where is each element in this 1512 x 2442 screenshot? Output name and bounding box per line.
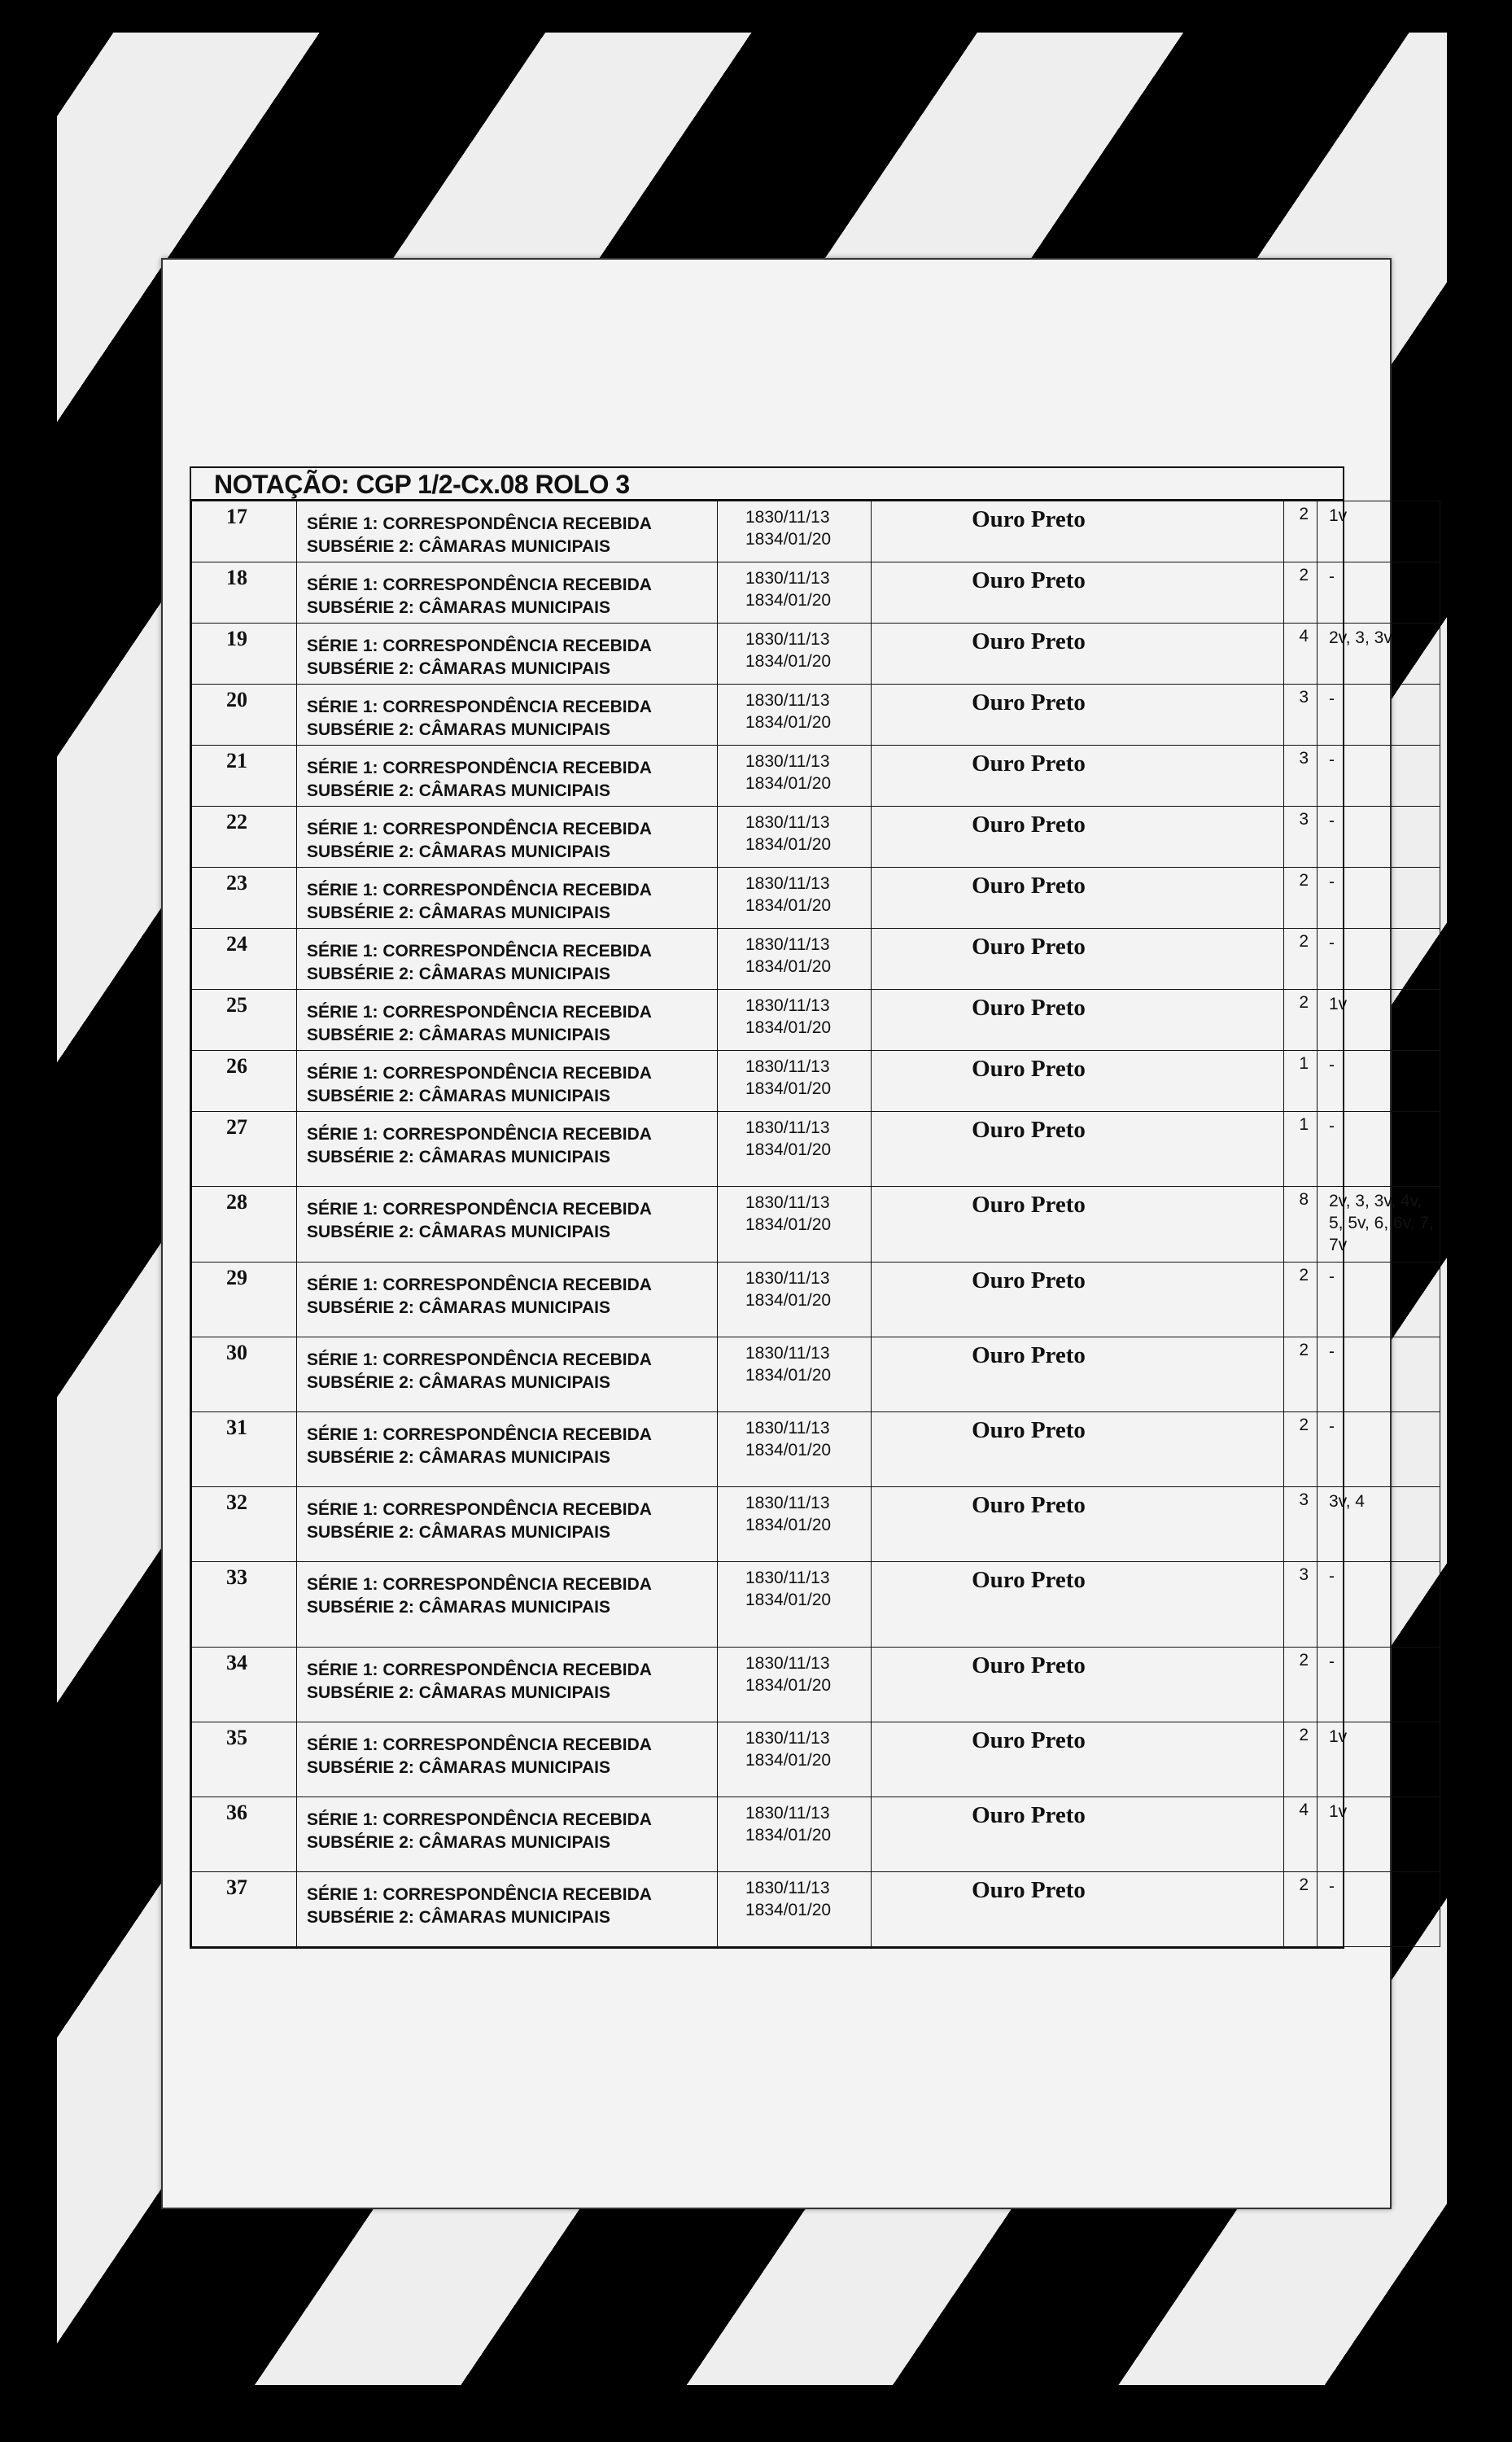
row-number: 25 (192, 990, 297, 1051)
table-row (192, 868, 1440, 929)
row-folios: - (1318, 562, 1440, 624)
date-start: 1830/11/13 (745, 1419, 830, 1438)
place-label: Ouro Preto (972, 1117, 1086, 1143)
row-count: 3 (1284, 685, 1318, 746)
serie-label: SÉRIE 1: CORRESPONDÊNCIA RECEBIDA (307, 1425, 652, 1444)
row-folios: - (1318, 746, 1440, 807)
row-place (872, 807, 1284, 868)
table-row (192, 990, 1440, 1051)
row-place (872, 1112, 1284, 1187)
date-end: 1834/01/20 (745, 1751, 832, 1770)
serie-label: SÉRIE 1: CORRESPONDÊNCIA RECEBIDA (307, 637, 652, 655)
row-description (297, 1872, 718, 1947)
date-start: 1830/11/13 (745, 1729, 830, 1748)
row-place (872, 1263, 1284, 1337)
subserie-label: SUBSÉRIE 2: CÂMARAS MUNICIPAIS (307, 1833, 610, 1852)
scan-border-left (0, 0, 57, 2442)
date-end: 1834/01/20 (745, 774, 832, 793)
row-folios: - (1318, 1412, 1440, 1487)
row-folios: - (1318, 1263, 1440, 1337)
serie-label: SÉRIE 1: CORRESPONDÊNCIA RECEBIDA (307, 1575, 652, 1594)
row-folios: - (1318, 1872, 1440, 1947)
table-row (192, 1562, 1440, 1648)
row-number: 31 (192, 1412, 297, 1487)
table-row (192, 1487, 1440, 1562)
row-number: 27 (192, 1112, 297, 1187)
row-description (297, 1051, 718, 1112)
row-folios: 1v (1318, 990, 1440, 1051)
row-place (872, 868, 1284, 929)
row-count: 3 (1284, 1487, 1318, 1562)
serie-label: SÉRIE 1: CORRESPONDÊNCIA RECEBIDA (307, 575, 652, 594)
row-count: 3 (1284, 807, 1318, 868)
date-end: 1834/01/20 (745, 1441, 832, 1460)
row-count: 8 (1284, 1187, 1318, 1263)
row-number: 34 (192, 1648, 297, 1722)
row-place (872, 685, 1284, 746)
row-place (872, 1412, 1284, 1487)
row-folios: - (1318, 1112, 1440, 1187)
place-label: Ouro Preto (972, 1727, 1086, 1753)
date-end: 1834/01/20 (745, 1215, 832, 1234)
row-place (872, 562, 1284, 624)
place-label: Ouro Preto (972, 934, 1086, 960)
row-count: 2 (1284, 1263, 1318, 1337)
serie-label: SÉRIE 1: CORRESPONDÊNCIA RECEBIDA (307, 1064, 652, 1083)
row-number: 23 (192, 868, 297, 929)
row-description (297, 990, 718, 1051)
row-description (297, 1187, 718, 1263)
row-folios: 1v (1318, 501, 1440, 562)
date-start: 1830/11/13 (745, 935, 830, 954)
row-number: 19 (192, 624, 297, 685)
row-folios: 1v (1318, 1797, 1440, 1872)
row-count: 2 (1284, 990, 1318, 1051)
date-end: 1834/01/20 (745, 591, 832, 610)
row-number: 32 (192, 1487, 297, 1562)
place-label: Ouro Preto (972, 506, 1086, 532)
serie-label: SÉRIE 1: CORRESPONDÊNCIA RECEBIDA (307, 1276, 652, 1294)
subserie-label: SUBSÉRIE 2: CÂMARAS MUNICIPAIS (307, 965, 610, 983)
table-row (192, 1187, 1440, 1263)
row-dates (718, 1487, 872, 1562)
row-dates (718, 501, 872, 562)
serie-label: SÉRIE 1: CORRESPONDÊNCIA RECEBIDA (307, 1350, 652, 1369)
subserie-label: SUBSÉRIE 2: CÂMARAS MUNICIPAIS (307, 904, 610, 922)
row-number: 28 (192, 1187, 297, 1263)
date-end: 1834/01/20 (745, 957, 832, 976)
row-dates (718, 562, 872, 624)
row-count: 2 (1284, 1722, 1318, 1797)
date-end: 1834/01/20 (745, 1516, 832, 1534)
subserie-label: SUBSÉRIE 2: CÂMARAS MUNICIPAIS (307, 1148, 610, 1166)
row-description (297, 746, 718, 807)
date-end: 1834/01/20 (745, 1018, 832, 1037)
date-start: 1830/11/13 (745, 996, 830, 1015)
row-place (872, 1722, 1284, 1797)
row-place (872, 624, 1284, 685)
place-label: Ouro Preto (972, 1802, 1086, 1828)
row-description (297, 1263, 718, 1337)
row-dates (718, 1412, 872, 1487)
table-row (192, 929, 1440, 990)
table-row (192, 1797, 1440, 1872)
row-folios: 1v (1318, 1722, 1440, 1797)
subserie-label: SUBSÉRIE 2: CÂMARAS MUNICIPAIS (307, 659, 610, 678)
row-number: 30 (192, 1337, 297, 1412)
row-count: 2 (1284, 1412, 1318, 1487)
table-row (192, 562, 1440, 624)
scan-border-right (1447, 0, 1512, 2442)
subserie-label: SUBSÉRIE 2: CÂMARAS MUNICIPAIS (307, 1223, 610, 1241)
row-count: 2 (1284, 1872, 1318, 1947)
date-end: 1834/01/20 (745, 1140, 832, 1159)
row-folios: 2v, 3, 3v, 4v, 5, 5v, 6, 6v, 7, 7v (1318, 1187, 1440, 1263)
serie-label: SÉRIE 1: CORRESPONDÊNCIA RECEBIDA (307, 942, 652, 961)
row-description (297, 1797, 718, 1872)
subserie-label: SUBSÉRIE 2: CÂMARAS MUNICIPAIS (307, 1298, 610, 1317)
row-number: 35 (192, 1722, 297, 1797)
row-place (872, 1337, 1284, 1412)
subserie-label: SUBSÉRIE 2: CÂMARAS MUNICIPAIS (307, 1683, 610, 1702)
table-row (192, 685, 1440, 746)
date-start: 1830/11/13 (745, 1269, 830, 1288)
date-end: 1834/01/20 (745, 652, 832, 671)
date-end: 1834/01/20 (745, 1291, 832, 1310)
row-dates (718, 1187, 872, 1263)
row-place (872, 501, 1284, 562)
serie-label: SÉRIE 1: CORRESPONDÊNCIA RECEBIDA (307, 1200, 652, 1219)
serie-label: SÉRIE 1: CORRESPONDÊNCIA RECEBIDA (307, 1003, 652, 1022)
row-dates (718, 1562, 872, 1648)
row-place (872, 1487, 1284, 1562)
row-number: 21 (192, 746, 297, 807)
serie-label: SÉRIE 1: CORRESPONDÊNCIA RECEBIDA (307, 1125, 652, 1144)
place-label: Ouro Preto (972, 689, 1086, 716)
table-row (192, 1337, 1440, 1412)
row-number: 33 (192, 1562, 297, 1648)
date-end: 1834/01/20 (745, 1591, 832, 1609)
date-end: 1834/01/20 (745, 530, 832, 549)
row-folios: 2v, 3, 3v (1318, 624, 1440, 685)
row-description (297, 1722, 718, 1797)
row-number: 18 (192, 562, 297, 624)
date-start: 1830/11/13 (745, 1879, 830, 1897)
row-dates (718, 1872, 872, 1947)
serie-label: SÉRIE 1: CORRESPONDÊNCIA RECEBIDA (307, 1661, 652, 1679)
row-place (872, 1187, 1284, 1263)
date-end: 1834/01/20 (745, 1676, 832, 1695)
date-end: 1834/01/20 (745, 1901, 832, 1919)
row-count: 2 (1284, 1648, 1318, 1722)
table-row (192, 1263, 1440, 1337)
row-count: 1 (1284, 1051, 1318, 1112)
date-start: 1830/11/13 (745, 508, 830, 527)
subserie-label: SUBSÉRIE 2: CÂMARAS MUNICIPAIS (307, 1758, 610, 1777)
row-count: 2 (1284, 562, 1318, 624)
row-description (297, 501, 718, 562)
serie-label: SÉRIE 1: CORRESPONDÊNCIA RECEBIDA (307, 514, 652, 533)
place-label: Ouro Preto (972, 1567, 1086, 1593)
date-end: 1834/01/20 (745, 896, 832, 915)
row-dates (718, 929, 872, 990)
date-start: 1830/11/13 (745, 813, 830, 832)
date-end: 1834/01/20 (745, 1826, 832, 1845)
rows-body (192, 501, 1440, 1947)
place-label: Ouro Preto (972, 751, 1086, 777)
subserie-label: SUBSÉRIE 2: CÂMARAS MUNICIPAIS (307, 1026, 610, 1044)
row-dates (718, 1263, 872, 1337)
row-number: 20 (192, 685, 297, 746)
place-label: Ouro Preto (972, 1417, 1086, 1443)
place-label: Ouro Preto (972, 567, 1086, 593)
row-dates (718, 1797, 872, 1872)
row-dates (718, 1051, 872, 1112)
row-dates (718, 1112, 872, 1187)
archive-inventory-table (190, 466, 1434, 1949)
row-place (872, 1797, 1284, 1872)
subserie-label: SUBSÉRIE 2: CÂMARAS MUNICIPAIS (307, 842, 610, 861)
table-row (192, 1112, 1440, 1187)
row-description (297, 685, 718, 746)
table-row (192, 807, 1440, 868)
row-place (872, 1872, 1284, 1947)
place-label: Ouro Preto (972, 1267, 1086, 1293)
row-folios: - (1318, 807, 1440, 868)
row-number: 36 (192, 1797, 297, 1872)
row-place (872, 990, 1284, 1051)
row-description (297, 1648, 718, 1722)
row-place (872, 746, 1284, 807)
date-start: 1830/11/13 (745, 1494, 830, 1512)
row-count: 4 (1284, 1797, 1318, 1872)
row-number: 24 (192, 929, 297, 990)
row-folios: - (1318, 1337, 1440, 1412)
row-folios: - (1318, 1051, 1440, 1112)
table-row (192, 624, 1440, 685)
table-row (192, 746, 1440, 807)
row-count: 1 (1284, 1112, 1318, 1187)
date-start: 1830/11/13 (745, 1804, 830, 1823)
subserie-label: SUBSÉRIE 2: CÂMARAS MUNICIPAIS (307, 781, 610, 800)
subserie-label: SUBSÉRIE 2: CÂMARAS MUNICIPAIS (307, 1908, 610, 1927)
place-label: Ouro Preto (972, 1492, 1086, 1518)
row-number: 37 (192, 1872, 297, 1947)
row-dates (718, 1648, 872, 1722)
row-description (297, 1337, 718, 1412)
place-label: Ouro Preto (972, 1192, 1086, 1218)
row-number: 26 (192, 1051, 297, 1112)
scan-border-bottom (0, 2385, 1512, 2442)
subserie-label: SUBSÉRIE 2: CÂMARAS MUNICIPAIS (307, 1448, 610, 1467)
table-row (192, 1648, 1440, 1722)
serie-label: SÉRIE 1: CORRESPONDÊNCIA RECEBIDA (307, 698, 652, 716)
row-folios: - (1318, 929, 1440, 990)
date-start: 1830/11/13 (745, 630, 830, 649)
row-folios: - (1318, 1648, 1440, 1722)
date-start: 1830/11/13 (745, 874, 830, 893)
date-end: 1834/01/20 (745, 1079, 832, 1098)
row-description (297, 929, 718, 990)
place-label: Ouro Preto (972, 1877, 1086, 1903)
row-count: 3 (1284, 1562, 1318, 1648)
subserie-label: SUBSÉRIE 2: CÂMARAS MUNICIPAIS (307, 1598, 610, 1617)
row-number: 29 (192, 1263, 297, 1337)
subserie-label: SUBSÉRIE 2: CÂMARAS MUNICIPAIS (307, 1523, 610, 1542)
row-description (297, 868, 718, 929)
place-label: Ouro Preto (972, 628, 1086, 654)
row-description (297, 1562, 718, 1648)
row-description (297, 624, 718, 685)
date-start: 1830/11/13 (745, 1569, 830, 1587)
date-start: 1830/11/13 (745, 752, 830, 771)
date-start: 1830/11/13 (745, 569, 830, 588)
notation-header: NOTAÇÃO: CGP 1/2-Cx.08 ROLO 3 (191, 468, 1343, 501)
row-count: 2 (1284, 1337, 1318, 1412)
row-description (297, 1487, 718, 1562)
date-start: 1830/11/13 (745, 1057, 830, 1076)
date-start: 1830/11/13 (745, 1193, 830, 1212)
row-number: 17 (192, 501, 297, 562)
place-label: Ouro Preto (972, 995, 1086, 1021)
row-count: 2 (1284, 501, 1318, 562)
table-row (192, 501, 1440, 562)
row-folios: - (1318, 1562, 1440, 1648)
row-count: 4 (1284, 624, 1318, 685)
row-folios: - (1318, 868, 1440, 929)
inventory-rows (191, 501, 1440, 1947)
date-end: 1834/01/20 (745, 835, 832, 854)
subserie-label: SUBSÉRIE 2: CÂMARAS MUNICIPAIS (307, 598, 610, 617)
place-label: Ouro Preto (972, 1652, 1086, 1678)
subserie-label: SUBSÉRIE 2: CÂMARAS MUNICIPAIS (307, 720, 610, 739)
row-folios: 3v, 4 (1318, 1487, 1440, 1562)
place-label: Ouro Preto (972, 1342, 1086, 1368)
date-start: 1830/11/13 (745, 1118, 830, 1137)
serie-label: SÉRIE 1: CORRESPONDÊNCIA RECEBIDA (307, 759, 652, 777)
serie-label: SÉRIE 1: CORRESPONDÊNCIA RECEBIDA (307, 1500, 652, 1519)
row-place (872, 1051, 1284, 1112)
row-count: 3 (1284, 746, 1318, 807)
serie-label: SÉRIE 1: CORRESPONDÊNCIA RECEBIDA (307, 1810, 652, 1829)
scan-border-top (0, 0, 1512, 33)
place-label: Ouro Preto (972, 1056, 1086, 1082)
row-dates (718, 807, 872, 868)
place-label: Ouro Preto (972, 812, 1086, 838)
table-row (192, 1412, 1440, 1487)
place-label: Ouro Preto (972, 873, 1086, 899)
serie-label: SÉRIE 1: CORRESPONDÊNCIA RECEBIDA (307, 1885, 652, 1904)
row-dates (718, 746, 872, 807)
row-dates (718, 868, 872, 929)
date-start: 1830/11/13 (745, 1654, 830, 1673)
row-description (297, 807, 718, 868)
row-description (297, 1112, 718, 1187)
row-place (872, 929, 1284, 990)
row-number: 22 (192, 807, 297, 868)
subserie-label: SUBSÉRIE 2: CÂMARAS MUNICIPAIS (307, 537, 610, 556)
subserie-label: SUBSÉRIE 2: CÂMARAS MUNICIPAIS (307, 1373, 610, 1392)
row-dates (718, 624, 872, 685)
row-folios: - (1318, 685, 1440, 746)
serie-label: SÉRIE 1: CORRESPONDÊNCIA RECEBIDA (307, 881, 652, 899)
row-description (297, 562, 718, 624)
row-count: 2 (1284, 929, 1318, 990)
serie-label: SÉRIE 1: CORRESPONDÊNCIA RECEBIDA (307, 1735, 652, 1754)
date-start: 1830/11/13 (745, 691, 830, 710)
date-end: 1834/01/20 (745, 1366, 832, 1385)
row-description (297, 1412, 718, 1487)
row-place (872, 1648, 1284, 1722)
date-end: 1834/01/20 (745, 713, 832, 732)
serie-label: SÉRIE 1: CORRESPONDÊNCIA RECEBIDA (307, 820, 652, 838)
table-row (192, 1722, 1440, 1797)
row-count: 2 (1284, 868, 1318, 929)
row-dates (718, 1722, 872, 1797)
date-start: 1830/11/13 (745, 1344, 830, 1363)
subserie-label: SUBSÉRIE 2: CÂMARAS MUNICIPAIS (307, 1087, 610, 1105)
table-row (192, 1051, 1440, 1112)
table-row (192, 1872, 1440, 1947)
row-dates (718, 1337, 872, 1412)
row-dates (718, 685, 872, 746)
row-dates (718, 990, 872, 1051)
row-place (872, 1562, 1284, 1648)
